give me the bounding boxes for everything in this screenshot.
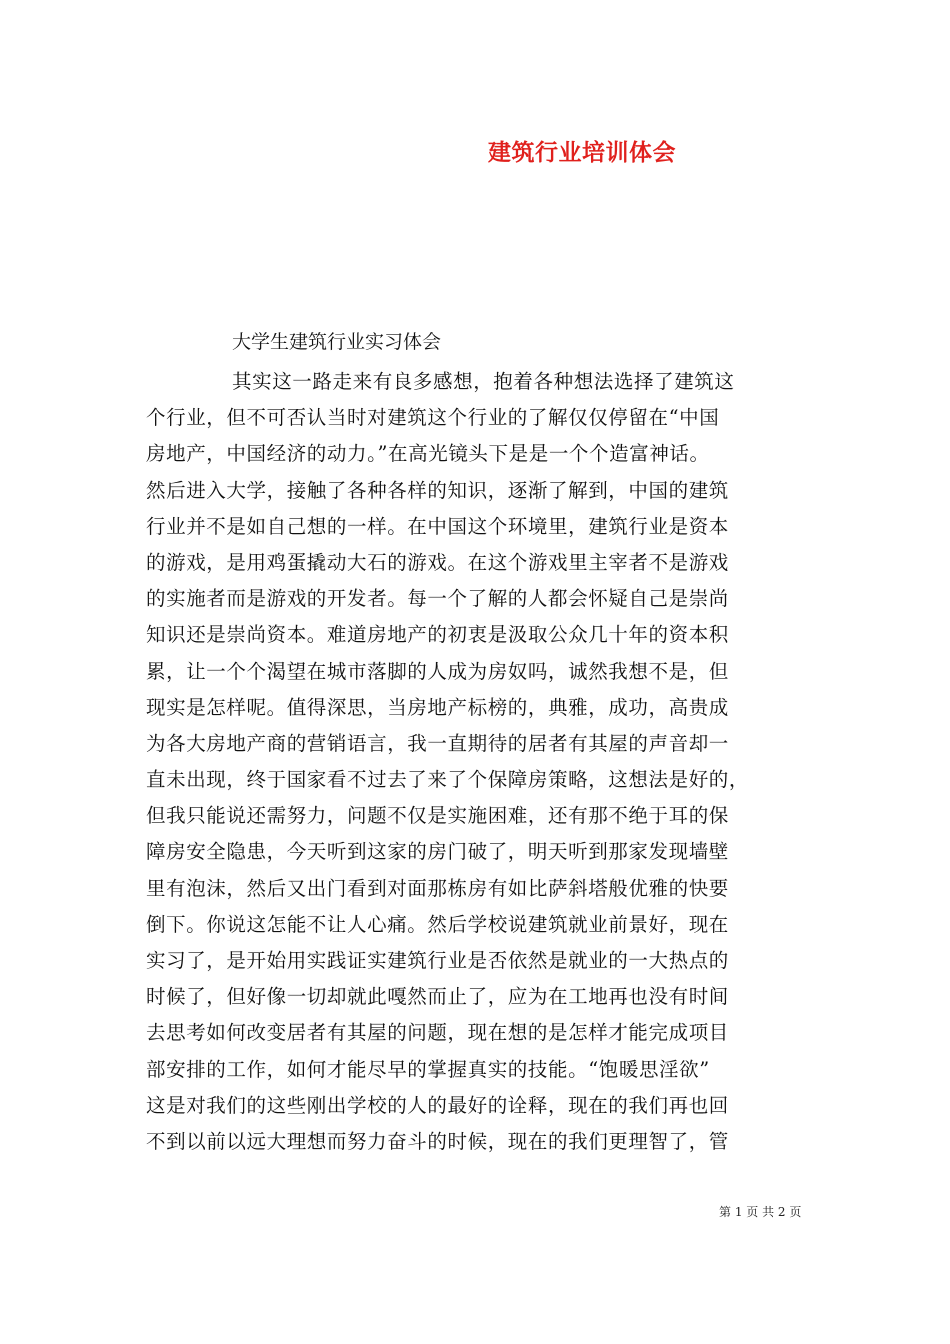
body-line: 的实施者而是游戏的开发者。每一个了解的人都会怀疑自己是崇尚	[146, 587, 729, 611]
body-line: 知识还是崇尚资本。难道房地产的初衷是汲取公众几十年的资本积	[146, 623, 729, 647]
body-line: 行业并不是如自己想的一样。在中国这个环境里，建筑行业是资本	[146, 514, 729, 538]
body-line: 部安排的工作，如何才能尽早的掌握真实的技能。“饱暖思淫欲”	[146, 1057, 710, 1081]
body-line: 房地产，中国经济的动力。”在高光镜头下是是一个个造富神话。	[146, 442, 710, 466]
body-line: 现实是怎样呢。值得深思，当房地产标榜的，典雅，成功，高贵成	[146, 695, 729, 719]
body-line: 去思考如何改变居者有其屋的问题，现在想的是怎样才能完成项目	[146, 1021, 729, 1045]
body-line: 其实这一路走来有良多感想，抱着各种想法选择了建筑这	[232, 370, 735, 393]
body-line: 这是对我们的这些刚出学校的人的最好的诠释，现在的我们再也回	[146, 1093, 729, 1117]
body-line: 实习了，是开始用实践证实建筑行业是否依然是就业的一大热点的	[146, 949, 729, 972]
body-line: 个行业，但不可否认当时对建筑这个行业的了解仅仅停留在“中国	[146, 406, 720, 430]
body-line: 不到以前以远大理想而努力奋斗的时候，现在的我们更理智了，管	[146, 1129, 729, 1153]
body-line: 障房安全隐患，今天听到这家的房门破了，明天听到那家发现墙壁	[146, 840, 729, 864]
body-line: 里有泡沫，然后又出门看到对面那栋房有如比萨斜塔般优雅的快要	[146, 876, 729, 900]
document-subtitle: 大学生建筑行业实习体会	[232, 331, 442, 353]
body-line: 直未出现，终于国家看不过去了来了个保障房策略，这想法是好的，	[146, 768, 750, 792]
body-line: 为各大房地产商的营销语言，我一直期待的居者有其屋的声音却一	[146, 731, 729, 755]
body-line: 时候了，但好像一切却就此嘎然而止了，应为在工地再也没有时间	[146, 985, 729, 1009]
document-title: 建筑行业培训体会	[488, 139, 676, 166]
body-line: 累，让一个个渴望在城市落脚的人成为房奴吗，诚然我想不是，但	[146, 659, 729, 683]
body-line: 但我只能说还需努力，问题不仅是实施困难，还有那不绝于耳的保	[146, 804, 729, 828]
body-line: 的游戏，是用鸡蛋撬动大石的游戏。在这个游戏里主宰者不是游戏	[146, 550, 729, 574]
body-text	[146, 364, 826, 1160]
page-number-footer: 第 1 页 共 2 页	[719, 1205, 802, 1219]
body-line: 然后进入大学，接触了各种各样的知识，逐渐了解到，中国的建筑	[146, 478, 729, 502]
body-line: 倒下。你说这怎能不让人心痛。然后学校说建筑就业前景好，现在	[146, 912, 729, 936]
